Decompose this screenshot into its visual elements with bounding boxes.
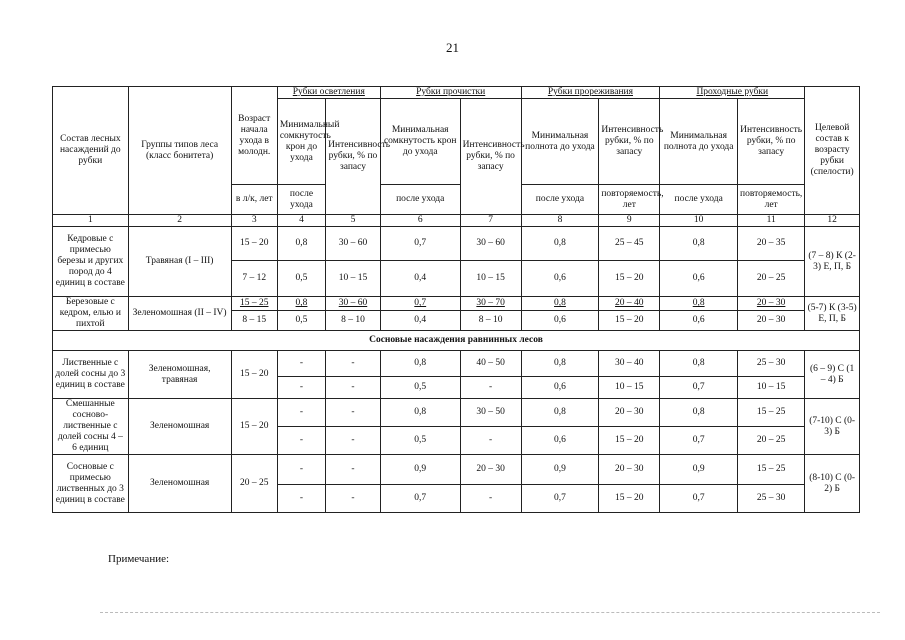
subheader-c4: после ухода xyxy=(277,185,325,215)
table-cell: 0,7 xyxy=(660,485,738,513)
table-cell: - xyxy=(277,399,325,427)
table-cell: 0,6 xyxy=(660,261,738,297)
table-cell: 0,5 xyxy=(277,311,325,331)
table-cell: 0,8 xyxy=(660,227,738,261)
table-cell: 10 – 15 xyxy=(599,377,660,399)
header-intensity-4: Интенсивность рубки, % по запасу xyxy=(738,99,805,185)
header-start-age: Возраст начала ухода в молодн. xyxy=(231,87,277,185)
page-number: 21 xyxy=(446,40,459,55)
cell-composition: Кедровые с примесью березы и других пород до 4 единиц в составе xyxy=(53,227,129,297)
column-numbers-row xyxy=(53,215,860,227)
table-row xyxy=(53,399,860,427)
table-cell: 0,8 xyxy=(521,399,599,427)
table-cell: 10 – 15 xyxy=(326,261,381,297)
table-cell: 0,6 xyxy=(521,377,599,399)
table-cell: 30 – 50 xyxy=(460,399,521,427)
table-cell: 0,7 xyxy=(380,297,460,311)
cell-start-age: 15 – 20 xyxy=(231,351,277,399)
group-osvetlenie: Рубки осветления xyxy=(277,87,380,99)
table-cell: 0,8 xyxy=(277,297,325,311)
table-cell: 0,6 xyxy=(521,261,599,297)
table-cell: 0,6 xyxy=(521,311,599,331)
table-cell: 20 – 25 xyxy=(738,427,805,455)
header-intensity-3: Интенсивность рубки, % по запасу xyxy=(599,99,660,185)
table-cell: 0,8 xyxy=(660,297,738,311)
table-row xyxy=(53,227,860,261)
table-cell: 0,8 xyxy=(660,399,738,427)
table-cell: - xyxy=(277,455,325,485)
col-number: 3 xyxy=(231,215,277,227)
col-number: 9 xyxy=(599,215,660,227)
cell-composition: Сосновые с примесью лиственных до 3 единиц в составе xyxy=(53,455,129,513)
table-cell: 0,7 xyxy=(660,377,738,399)
table-cell: - xyxy=(326,399,381,427)
table-cell: 30 – 60 xyxy=(326,227,381,261)
table-cell: - xyxy=(277,485,325,513)
subheader-c8: после ухода xyxy=(521,185,599,215)
table-cell: 8 – 10 xyxy=(460,311,521,331)
header-composition: Состав лесных насаждений до рубки xyxy=(53,87,129,215)
footer-divider xyxy=(100,612,880,613)
section-title: Сосновые насаждения равнинных лесов xyxy=(53,331,860,351)
cell-composition: Смешанные сосново-лиственные с долей сосны 4 – 6 единиц xyxy=(53,399,129,455)
table-cell: - xyxy=(326,427,381,455)
col-number: 8 xyxy=(521,215,599,227)
table-cell: - xyxy=(277,427,325,455)
table-cell: 30 – 60 xyxy=(326,297,381,311)
table-cell: 10 – 15 xyxy=(460,261,521,297)
cell-forest-type: Травяная (I – III) xyxy=(128,227,231,297)
table-cell: 0,5 xyxy=(380,377,460,399)
table-cell: 25 – 45 xyxy=(599,227,660,261)
table-cell: 0,7 xyxy=(660,427,738,455)
table-cell: 0,8 xyxy=(521,297,599,311)
table-cell: - xyxy=(460,485,521,513)
cell-start-age: 15 – 20 xyxy=(231,399,277,455)
group-prokhodnye: Проходные рубки xyxy=(660,87,805,99)
cell-target-composition: (7 – 8) К (2-3) Е, П, Б xyxy=(805,227,860,297)
table-cell: 40 – 50 xyxy=(460,351,521,377)
header-forest-type: Группы типов леса (класс бонитета) xyxy=(128,87,231,215)
table-cell: 15 – 20 xyxy=(599,261,660,297)
col-number: 12 xyxy=(805,215,860,227)
header-min-density-1: Минимальный сомкнутость крон до ухода xyxy=(277,99,325,185)
table-cell: 0,8 xyxy=(277,227,325,261)
cell-forest-type: Зеленомошная xyxy=(128,455,231,513)
cell-forest-type: Зеленомошная (II – IV) xyxy=(128,297,231,331)
table-row xyxy=(53,455,860,485)
table-cell: 20 – 25 xyxy=(738,261,805,297)
group-prorezhivanie: Рубки прореживания xyxy=(521,87,660,99)
header-intensity-1: Интенсивность рубки, % по запасу xyxy=(326,99,381,215)
col-number: 10 xyxy=(660,215,738,227)
table-cell: 30 – 60 xyxy=(460,227,521,261)
table-cell: - xyxy=(326,377,381,399)
header-min-density-2: Минимальная сомкнутость крон до ухода xyxy=(380,99,460,185)
cell-forest-type: Зеленомошная xyxy=(128,399,231,455)
table-cell: 10 – 15 xyxy=(738,377,805,399)
table-cell: 0,7 xyxy=(521,485,599,513)
table-cell: 20 – 30 xyxy=(738,297,805,311)
table-body xyxy=(53,87,860,513)
col-number: 11 xyxy=(738,215,805,227)
table-cell: 15 – 20 xyxy=(599,485,660,513)
table-cell: - xyxy=(277,377,325,399)
cell-composition: Березовые с кедром, елью и пихтой xyxy=(53,297,129,331)
subheader-c11: повторяемость, лет xyxy=(738,185,805,215)
table-cell: 0,9 xyxy=(380,455,460,485)
table-cell: 20 – 30 xyxy=(599,455,660,485)
table-cell: 20 – 30 xyxy=(599,399,660,427)
cell-start-age: 20 – 25 xyxy=(231,455,277,513)
table-cell: 25 – 30 xyxy=(738,351,805,377)
col-number: 4 xyxy=(277,215,325,227)
table-cell: 20 – 35 xyxy=(738,227,805,261)
table-cell: 0,9 xyxy=(521,455,599,485)
table-cell: 15 – 20 xyxy=(599,427,660,455)
header-target-composition: Целевой состав к возрасту рубки (спелости) xyxy=(805,87,860,215)
group-header-row xyxy=(53,87,860,99)
table-cell: - xyxy=(460,377,521,399)
header-min-fullness-3: Минимальная полнота до ухода xyxy=(521,99,599,185)
table-cell: 0,7 xyxy=(380,227,460,261)
subheader-c10: после ухода xyxy=(660,185,738,215)
table-cell: 15 – 25 xyxy=(738,399,805,427)
table-cell: - xyxy=(277,351,325,377)
table-cell: 8 – 15 xyxy=(231,311,277,331)
table-cell: 0,5 xyxy=(380,427,460,455)
table-cell: - xyxy=(460,427,521,455)
table-cell: 0,6 xyxy=(660,311,738,331)
header-intensity-2: Интенсивность рубки, % по запасу xyxy=(460,99,521,215)
table-cell: 0,4 xyxy=(380,311,460,331)
col-number: 7 xyxy=(460,215,521,227)
table-cell: 15 – 25 xyxy=(738,455,805,485)
table-cell: 15 – 25 xyxy=(231,297,277,311)
table-cell: 0,8 xyxy=(660,351,738,377)
group-prochistka: Рубки прочистки xyxy=(380,87,521,99)
table-cell: 0,4 xyxy=(380,261,460,297)
table-cell: - xyxy=(326,485,381,513)
table-row xyxy=(53,297,860,311)
forest-care-table xyxy=(52,86,860,513)
table-cell: 25 – 30 xyxy=(738,485,805,513)
table-cell: 7 – 12 xyxy=(231,261,277,297)
cell-forest-type: Зеленомошная, травяная xyxy=(128,351,231,399)
cell-target-composition: (5-7) К (3-5) Е, П, Б xyxy=(805,297,860,331)
table-cell: 0,8 xyxy=(380,399,460,427)
cell-target-composition: (7-10) С (0-3) Б xyxy=(805,399,860,455)
table-cell: 0,7 xyxy=(380,485,460,513)
table-cell: - xyxy=(326,351,381,377)
table-cell: 15 – 20 xyxy=(231,227,277,261)
cell-target-composition: (8-10) С (0-2) Б xyxy=(805,455,860,513)
subheader-c9: повторяемость, лет xyxy=(599,185,660,215)
table-cell: 20 – 30 xyxy=(460,455,521,485)
note-label: Примечание: xyxy=(108,553,170,565)
col-number: 1 xyxy=(53,215,129,227)
section-row xyxy=(53,331,860,351)
col-number: 5 xyxy=(326,215,381,227)
table-cell: 0,6 xyxy=(521,427,599,455)
table-cell: 30 – 40 xyxy=(599,351,660,377)
header-min-fullness-4: Минимальная полнота до ухода xyxy=(660,99,738,185)
table-cell: 0,8 xyxy=(521,227,599,261)
table-cell: 30 – 70 xyxy=(460,297,521,311)
table-cell: 0,8 xyxy=(380,351,460,377)
table-cell: 15 – 20 xyxy=(599,311,660,331)
table-cell: 0,9 xyxy=(660,455,738,485)
table-cell: 0,8 xyxy=(521,351,599,377)
col-number: 6 xyxy=(380,215,460,227)
table-cell: 0,5 xyxy=(277,261,325,297)
table-cell: 20 – 30 xyxy=(738,311,805,331)
table-cell: 8 – 10 xyxy=(326,311,381,331)
cell-target-composition: (6 – 9) С (1 – 4) Б xyxy=(805,351,860,399)
subheader-c6: после ухода xyxy=(380,185,460,215)
cell-composition: Лиственные с долей сосны до 3 единиц в составе xyxy=(53,351,129,399)
table-cell: 20 – 40 xyxy=(599,297,660,311)
table-row xyxy=(53,351,860,377)
table-cell: - xyxy=(326,455,381,485)
col-number: 2 xyxy=(128,215,231,227)
subheader-c3: в л/к, лет xyxy=(231,185,277,215)
